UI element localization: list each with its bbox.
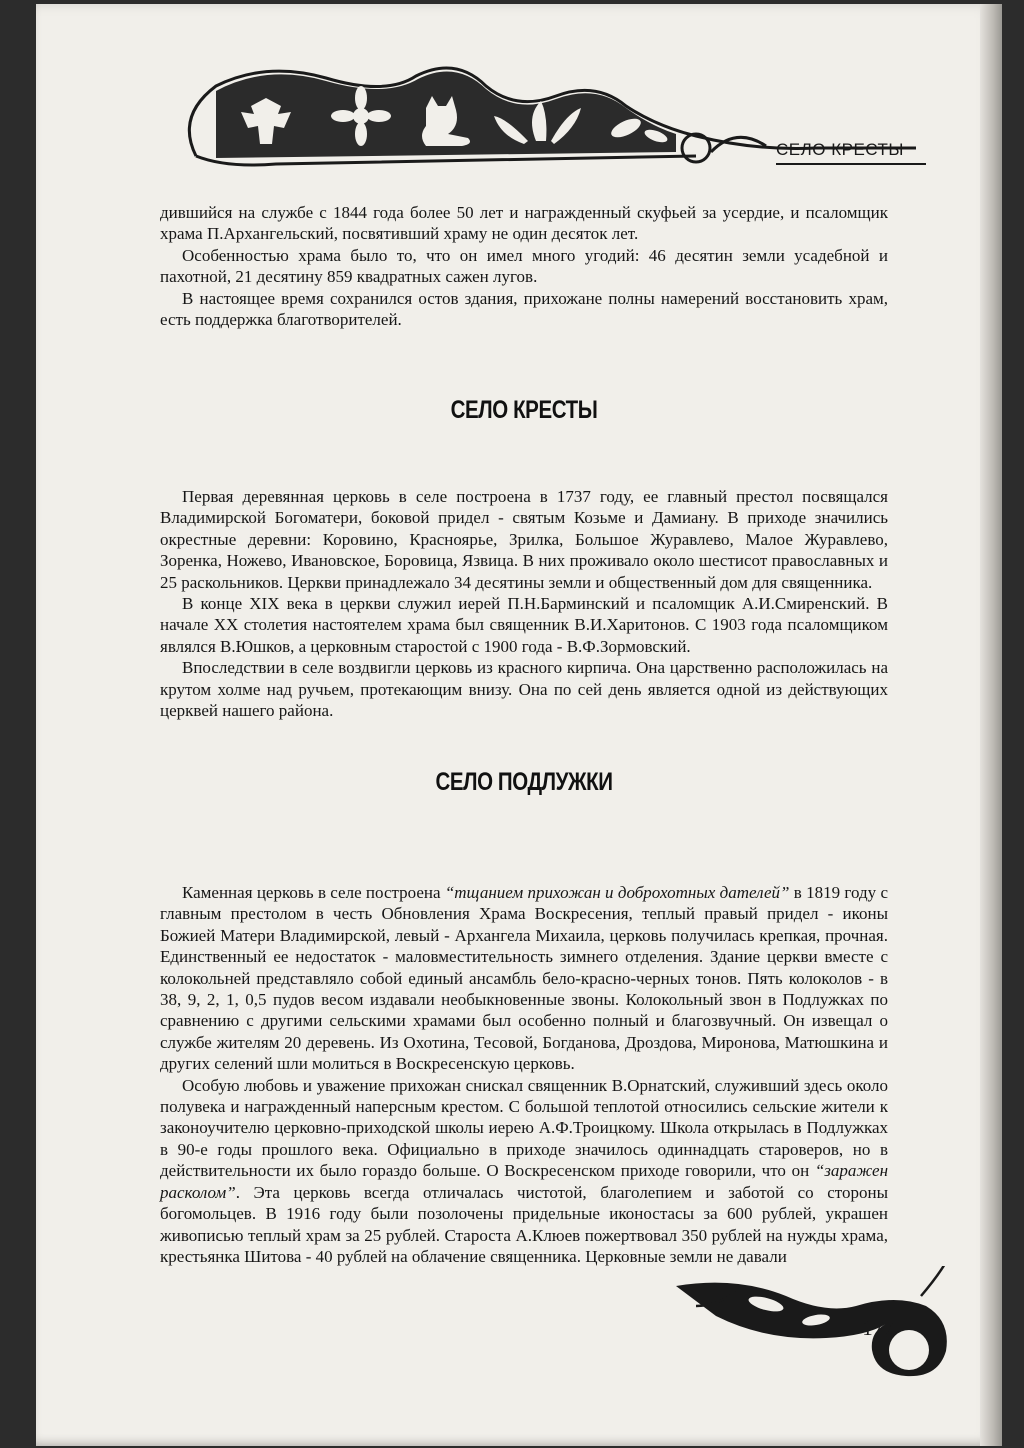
- section-title-podluzhki: СЕЛО ПОДЛУЖКИ: [435, 768, 613, 796]
- intro-paragraph-1: дившийся на службе с 1844 года более 50 лет и награжденный скуфьей за усердие, и псаломщик храма П.Архангельский, посвятивший храму не один десяток лет.: [160, 203, 888, 244]
- podluzhki-p2-quote: “заражен расколом”: [160, 1161, 888, 1202]
- podluzhki-p1-quote: “тщанием прихожан и доброхотных дателей”: [444, 883, 790, 902]
- podluzhki-p2-start: Особую любовь и уважение прихожан снискал священник В.Орнатский, служивший здесь около полувека и награжденный наперсным крестом. С большой теплотой относились сельские жители к законоучителю церковно-приходской школы иерею А.Ф.Троицкому. Школа открылась в Подлужках в 90-е годы прошлого века. Официально в приходе значилось одиннадцать староверов, но в действительности их было гораздо больше. О Воскресенском приходе говорили, что он: [160, 1075, 888, 1181]
- intro-paragraph-2: Особенностью храма было то, что он имел много угодий: 46 десятин земли усадебной и пахотной, 21 десятину 859 квадратных сажен лугов.: [160, 245, 888, 287]
- kresty-paragraph-2: В конце XIX века в церкви служил иерей П.Н.Барминский и псаломщик А.И.Смиренский. В начале XX столетия настоятелем храма был священник В.И.Харитонов. С 1903 года псаломщиком являлся В.Юшков, а церковным старостой с 1900 года - В.Ф.Зормовский.: [160, 594, 888, 656]
- podluzhki-paragraph-2: [160, 1075, 888, 1268]
- book-page: [36, 4, 1002, 1446]
- podluzhki-p1-start: Каменная церковь в селе построена: [182, 883, 445, 902]
- running-head: СЕЛО КРЕСТЫ: [776, 140, 904, 159]
- kresty-paragraph-3: Впоследствии в селе воздвигли церковь из красного кирпича. Она царственно расположилась на крутом холме над ручьем, протекающим внизу. Она по сей день является одной из действующих церквей нашего района.: [160, 658, 888, 721]
- podluzhki-p1-end: в 1819 году с главным престолом в честь Обновления Храма Воскресения, теплый правый придел - иконы Божией Матери Владимирской, левый - Архангела Михаила, церковь получилась крепкая, прочная. Единственный ее недостаток - маловместительность зимнего отделения. Здание церкви вместе с колокольней представляло собой единый ансамбль бело-красно-черных тонов. Пять колоколов - в 38, 9, 2, 1, 0,5 пудов весом издавали необыкновенные звоны. Колокольный звон в Подлужках по сравнению с другими сельскими храмами был особенно полный и благозвучный. Он извещал о службе жителям 20 деревень. Из Охотина, Тесовой, Богданова, Дроздова, Миронова, Матюшкина и других селений шли молиться в Воскресенскую церковь.: [160, 883, 888, 1074]
- section-title-kresty: СЕЛО КРЕСТЫ: [450, 396, 598, 424]
- intro-text: [160, 202, 888, 330]
- kresty-paragraph-1: Первая деревянная церковь в селе построена в 1737 году, ее главный престол посвящался Владимирской Богоматери, боковой придел - святым Козьме и Дамиану. В приходе значились окрестные деревни: Коровино, Красноярье, Зрилка, Большое Журавлево, Малое Журавлево, Зоренка, Ножево, Ивановское, Боровица, Язвица. В них проживало около шестисот православных и 25 раскольников. Церкви принадлежало 34 десятины земли и общественный дом для священника.: [160, 487, 888, 592]
- page-edge-shadow: [980, 4, 1002, 1446]
- podluzhki-p2-end: . Эта церковь всегда отличалась чистотой, благолепием и заботой со стороны богомольцев. В 1916 году были позолочены придельные иконостасы за 600 рублей, украшен живописью теплый храм за 25 рублей. Староста А.Клюев пожертвовал 350 рублей на нужды храма, крестьянка Шитова - 40 рублей на облачение священника. Церковные земли не давали: [160, 1182, 888, 1266]
- page-number: 177: [862, 1316, 894, 1340]
- podluzhki-paragraph-1: [160, 882, 888, 1075]
- intro-paragraph-3: В настоящее время сохранился остов здания, прихожане полны намерений восстановить храм, есть поддержка благотворителей.: [160, 288, 888, 330]
- running-head-rule: [776, 163, 926, 165]
- kresty-text: [160, 486, 888, 721]
- bottom-ornament: [676, 1266, 956, 1386]
- podluzhki-text: [160, 882, 888, 1267]
